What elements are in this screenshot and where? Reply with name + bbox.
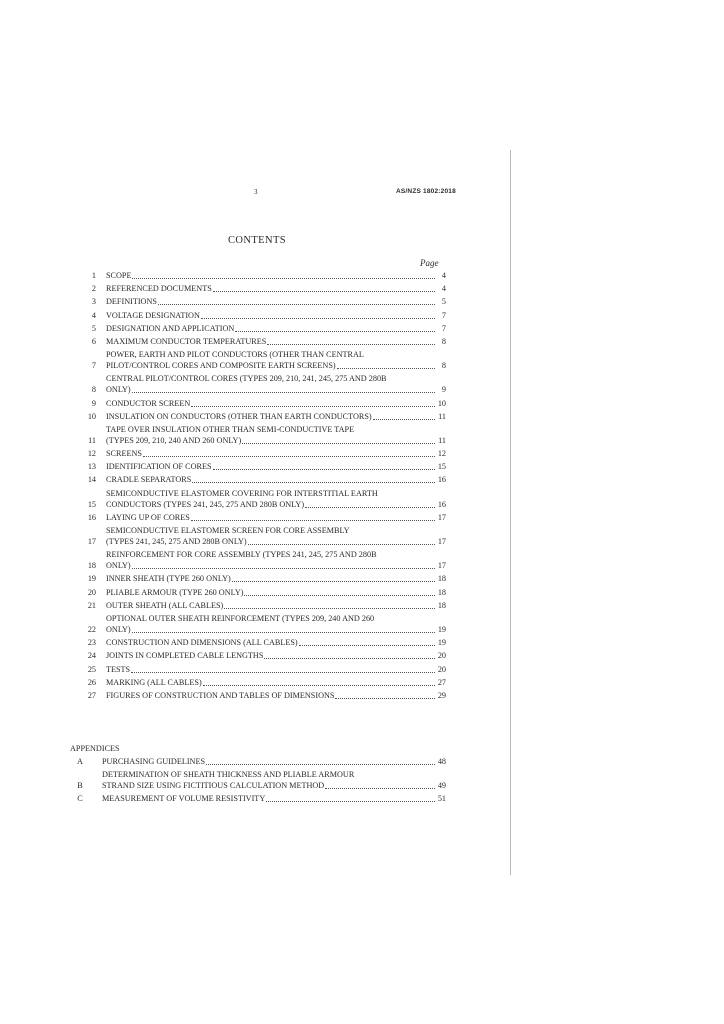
entry-title: DETERMINATION OF SHEATH THICKNESS AND PLIABLE ARMOUR	[102, 770, 355, 780]
entry-title: JOINTS IN COMPLETED CABLE LENGTHS	[106, 651, 264, 661]
entry-number: 23	[87, 638, 96, 648]
entry-page-number: 17	[437, 512, 446, 522]
toc-entry[interactable]	[70, 677, 446, 688]
entry-title: SCOPE	[106, 271, 132, 280]
entry-number: 25	[87, 664, 96, 674]
page-edge-rule	[510, 150, 511, 875]
page-column-label: Page	[420, 258, 439, 268]
entry-title: SCREENS	[106, 449, 142, 459]
entry-number: 2	[91, 284, 96, 294]
appendices-heading: APPENDICES	[70, 744, 120, 753]
entry-title: REFERENCED DOCUMENTS	[106, 284, 212, 294]
header-standard-number: AS/NZS 1802:2018	[396, 188, 456, 195]
dot-leader	[213, 469, 435, 470]
dot-leader	[299, 645, 435, 646]
entry-number: 17	[87, 537, 96, 546]
dot-leader	[132, 632, 435, 633]
dot-leader	[267, 344, 435, 345]
toc-entry[interactable]	[70, 398, 446, 409]
entry-title: CONSTRUCTION AND DIMENSIONS (ALL CABLES)	[106, 638, 298, 648]
entry-number: 3	[91, 297, 96, 307]
toc-entry[interactable]	[70, 690, 446, 701]
toc-list	[70, 270, 446, 703]
dot-leader	[206, 764, 435, 765]
entry-title: MAXIMUM CONDUCTOR TEMPERATURES	[106, 336, 267, 346]
entry-page-number: 49	[437, 781, 446, 791]
entry-page-number: 5	[441, 297, 446, 307]
entry-page-number: 16	[437, 499, 446, 509]
dot-leader	[132, 278, 435, 279]
header-page-number: 3	[254, 188, 258, 196]
appendix-entry[interactable]	[70, 769, 446, 791]
dot-leader	[242, 443, 435, 444]
entry-page-number: 8	[441, 336, 446, 346]
entry-title: FIGURES OF CONSTRUCTION AND TABLES OF DIMENSIONS	[106, 690, 335, 700]
entry-page-number: 27	[437, 677, 446, 687]
entry-page-number: 11	[438, 435, 446, 445]
entry-number: 6	[91, 336, 96, 346]
entry-title: REINFORCEMENT FOR CORE ASSEMBLY (TYPES 241, 245, 275 AND 280B	[106, 550, 377, 560]
toc-entry[interactable]	[70, 310, 446, 321]
entry-page-number: 18	[437, 600, 446, 610]
entry-number: 4	[91, 310, 96, 320]
entry-number: B	[77, 781, 83, 791]
entry-title: CENTRAL PILOT/CONTROL CORES (TYPES 209, 210, 241, 245, 275 AND 280B	[106, 374, 387, 384]
entry-number: 16	[87, 512, 96, 522]
entry-title: SEMICONDUCTIVE ELASTOMER COVERING FOR INTERSTITIAL EARTH	[106, 488, 378, 498]
dot-leader	[131, 672, 435, 673]
entry-number: 14	[87, 475, 96, 485]
entry-page-number: 29	[437, 690, 446, 700]
toc-entry[interactable]	[70, 461, 446, 472]
dot-leader	[132, 568, 435, 569]
dot-leader	[248, 544, 435, 545]
toc-entry[interactable]	[70, 512, 446, 523]
entry-page-number: 19	[437, 638, 446, 648]
toc-entry[interactable]	[70, 525, 446, 547]
dot-leader	[266, 801, 435, 802]
entry-page-number: 7	[441, 310, 446, 320]
toc-entry[interactable]	[70, 587, 446, 598]
entry-title: DESIGNATION AND APPLICATION	[106, 323, 235, 333]
entry-page-number: 4	[441, 271, 446, 280]
entry-title: PLIABLE ARMOUR (TYPE 260 ONLY)	[106, 587, 244, 597]
dot-leader	[158, 304, 435, 305]
toc-entry[interactable]	[70, 336, 446, 347]
toc-entry[interactable]	[70, 296, 446, 307]
entry-title: POWER, EARTH AND PILOT CONDUCTORS (OTHER THAN CENTRAL	[106, 350, 364, 360]
entry-number: 19	[87, 574, 96, 584]
toc-entry[interactable]	[70, 411, 446, 422]
entry-number: 20	[87, 587, 96, 597]
toc-entry[interactable]	[70, 373, 446, 395]
entry-page-number: 18	[437, 574, 446, 584]
toc-entry[interactable]	[70, 424, 446, 446]
entry-page-number: 16	[437, 475, 446, 485]
entry-page-number: 7	[441, 323, 446, 333]
entry-title: LAYING UP OF CORES	[106, 512, 190, 522]
dot-leader	[235, 331, 435, 332]
entry-number: 7	[91, 361, 96, 371]
entry-title: CONDUCTORS (TYPES 241, 245, 275 AND 280B ONLY)	[106, 499, 305, 509]
contents-title: CONTENTS	[228, 235, 287, 246]
entry-title: MEASUREMENT OF VOLUME RESISTIVITY	[102, 794, 266, 804]
appendices-list	[70, 756, 446, 807]
dot-leader	[244, 595, 435, 596]
entry-page-number: 8	[441, 361, 446, 371]
entry-page-number: 10	[437, 398, 446, 408]
toc-entry[interactable]	[70, 349, 446, 371]
entry-number: 12	[87, 449, 96, 459]
entry-page-number: 11	[438, 411, 446, 421]
entry-title: (TYPES 241, 245, 275 AND 280B ONLY)	[106, 537, 247, 546]
toc-entry[interactable]	[70, 613, 446, 635]
entry-number: 8	[91, 385, 96, 395]
entry-title: OUTER SHEATH (ALL CABLES)	[106, 600, 224, 610]
dot-leader	[232, 581, 435, 582]
entry-number: A	[77, 757, 83, 766]
toc-entry[interactable]	[70, 664, 446, 675]
entry-page-number: 17	[437, 561, 446, 571]
appendix-entry[interactable]	[70, 756, 446, 767]
entry-number: 15	[87, 499, 96, 509]
entry-title: DEFINITIONS	[106, 297, 157, 307]
dot-leader	[264, 658, 435, 659]
entry-title: IDENTIFICATION OF CORES	[106, 462, 212, 472]
dot-leader	[191, 406, 435, 407]
dot-leader	[305, 507, 435, 508]
appendix-entry[interactable]	[70, 793, 446, 804]
entry-page-number: 20	[437, 651, 446, 661]
entry-number: 5	[91, 323, 96, 333]
entry-title: OPTIONAL OUTER SHEATH REINFORCEMENT (TYPES 209, 240 AND 260	[106, 613, 375, 623]
entry-number: 24	[87, 651, 96, 661]
toc-entry[interactable]	[70, 283, 446, 294]
dot-leader	[325, 788, 435, 789]
dot-leader	[213, 291, 435, 292]
entry-page-number: 18	[437, 587, 446, 597]
entry-title: PURCHASING GUIDELINES	[102, 757, 206, 766]
entry-title: (TYPES 209, 210, 240 AND 260 ONLY)	[106, 435, 242, 445]
entry-page-number: 4	[441, 284, 446, 294]
entry-title: TAPE OVER INSULATION OTHER THAN SEMI-CONDUCTIVE TAPE	[106, 424, 355, 434]
dot-leader	[224, 608, 435, 609]
entry-page-number: 17	[437, 537, 446, 546]
entry-page-number: 20	[437, 664, 446, 674]
entry-title: CRADLE SEPARATORS	[106, 475, 192, 485]
entry-page-number: 48	[437, 757, 446, 766]
toc-entry[interactable]	[70, 650, 446, 661]
entry-number: 26	[87, 677, 96, 687]
toc-entry[interactable]	[70, 600, 446, 611]
entry-title: SEMICONDUCTIVE ELASTOMER SCREEN FOR CORE ASSEMBLY	[106, 526, 350, 535]
entry-number: 27	[87, 690, 96, 700]
entry-page-number: 15	[437, 462, 446, 472]
dot-leader	[203, 685, 435, 686]
entry-title: TESTS	[106, 664, 131, 674]
toc-entry[interactable]	[70, 474, 446, 485]
entry-page-number: 51	[437, 794, 446, 804]
toc-entry[interactable]	[70, 323, 446, 334]
entry-page-number: 19	[437, 624, 446, 634]
entry-title: VOLTAGE DESIGNATION	[106, 310, 200, 320]
entry-title: PILOT/CONTROL CORES AND COMPOSITE EARTH SCREENS)	[106, 361, 336, 371]
toc-entry[interactable]	[70, 448, 446, 459]
entry-title: ONLY)	[106, 561, 131, 571]
dot-leader	[373, 419, 435, 420]
entry-number: C	[77, 794, 83, 804]
entry-number: 11	[88, 435, 96, 445]
entry-title: ONLY)	[106, 624, 131, 634]
dot-leader	[335, 698, 435, 699]
toc-entry[interactable]	[70, 270, 446, 281]
entry-number: 9	[91, 398, 96, 408]
entry-title: INSULATION ON CONDUCTORS (OTHER THAN EARTH CONDUCTORS)	[106, 411, 372, 421]
entry-number: 1	[91, 271, 96, 280]
dot-leader	[132, 392, 435, 393]
entry-number: 10	[87, 411, 96, 421]
toc-entry[interactable]	[70, 573, 446, 584]
dot-leader	[192, 482, 435, 483]
dot-leader	[201, 318, 435, 319]
entry-number: 22	[87, 624, 96, 634]
entry-title: STRAND SIZE USING FICTITIOUS CALCULATION METHOD	[102, 781, 325, 791]
toc-entry[interactable]	[70, 637, 446, 648]
entry-number: 13	[87, 462, 96, 472]
entry-title: ONLY)	[106, 385, 131, 395]
entry-page-number: 12	[437, 449, 446, 459]
entry-title: CONDUCTOR SCREEN	[106, 398, 191, 408]
toc-entry[interactable]	[70, 549, 446, 571]
dot-leader	[143, 456, 435, 457]
entry-page-number: 9	[441, 385, 446, 395]
entry-title: MARKING (ALL CABLES)	[106, 677, 202, 687]
entry-title: INNER SHEATH (TYPE 260 ONLY)	[106, 574, 231, 584]
entry-number: 18	[87, 561, 96, 571]
dot-leader	[191, 520, 435, 521]
entry-number: 21	[87, 600, 96, 610]
dot-leader	[337, 368, 435, 369]
toc-entry[interactable]	[70, 488, 446, 510]
